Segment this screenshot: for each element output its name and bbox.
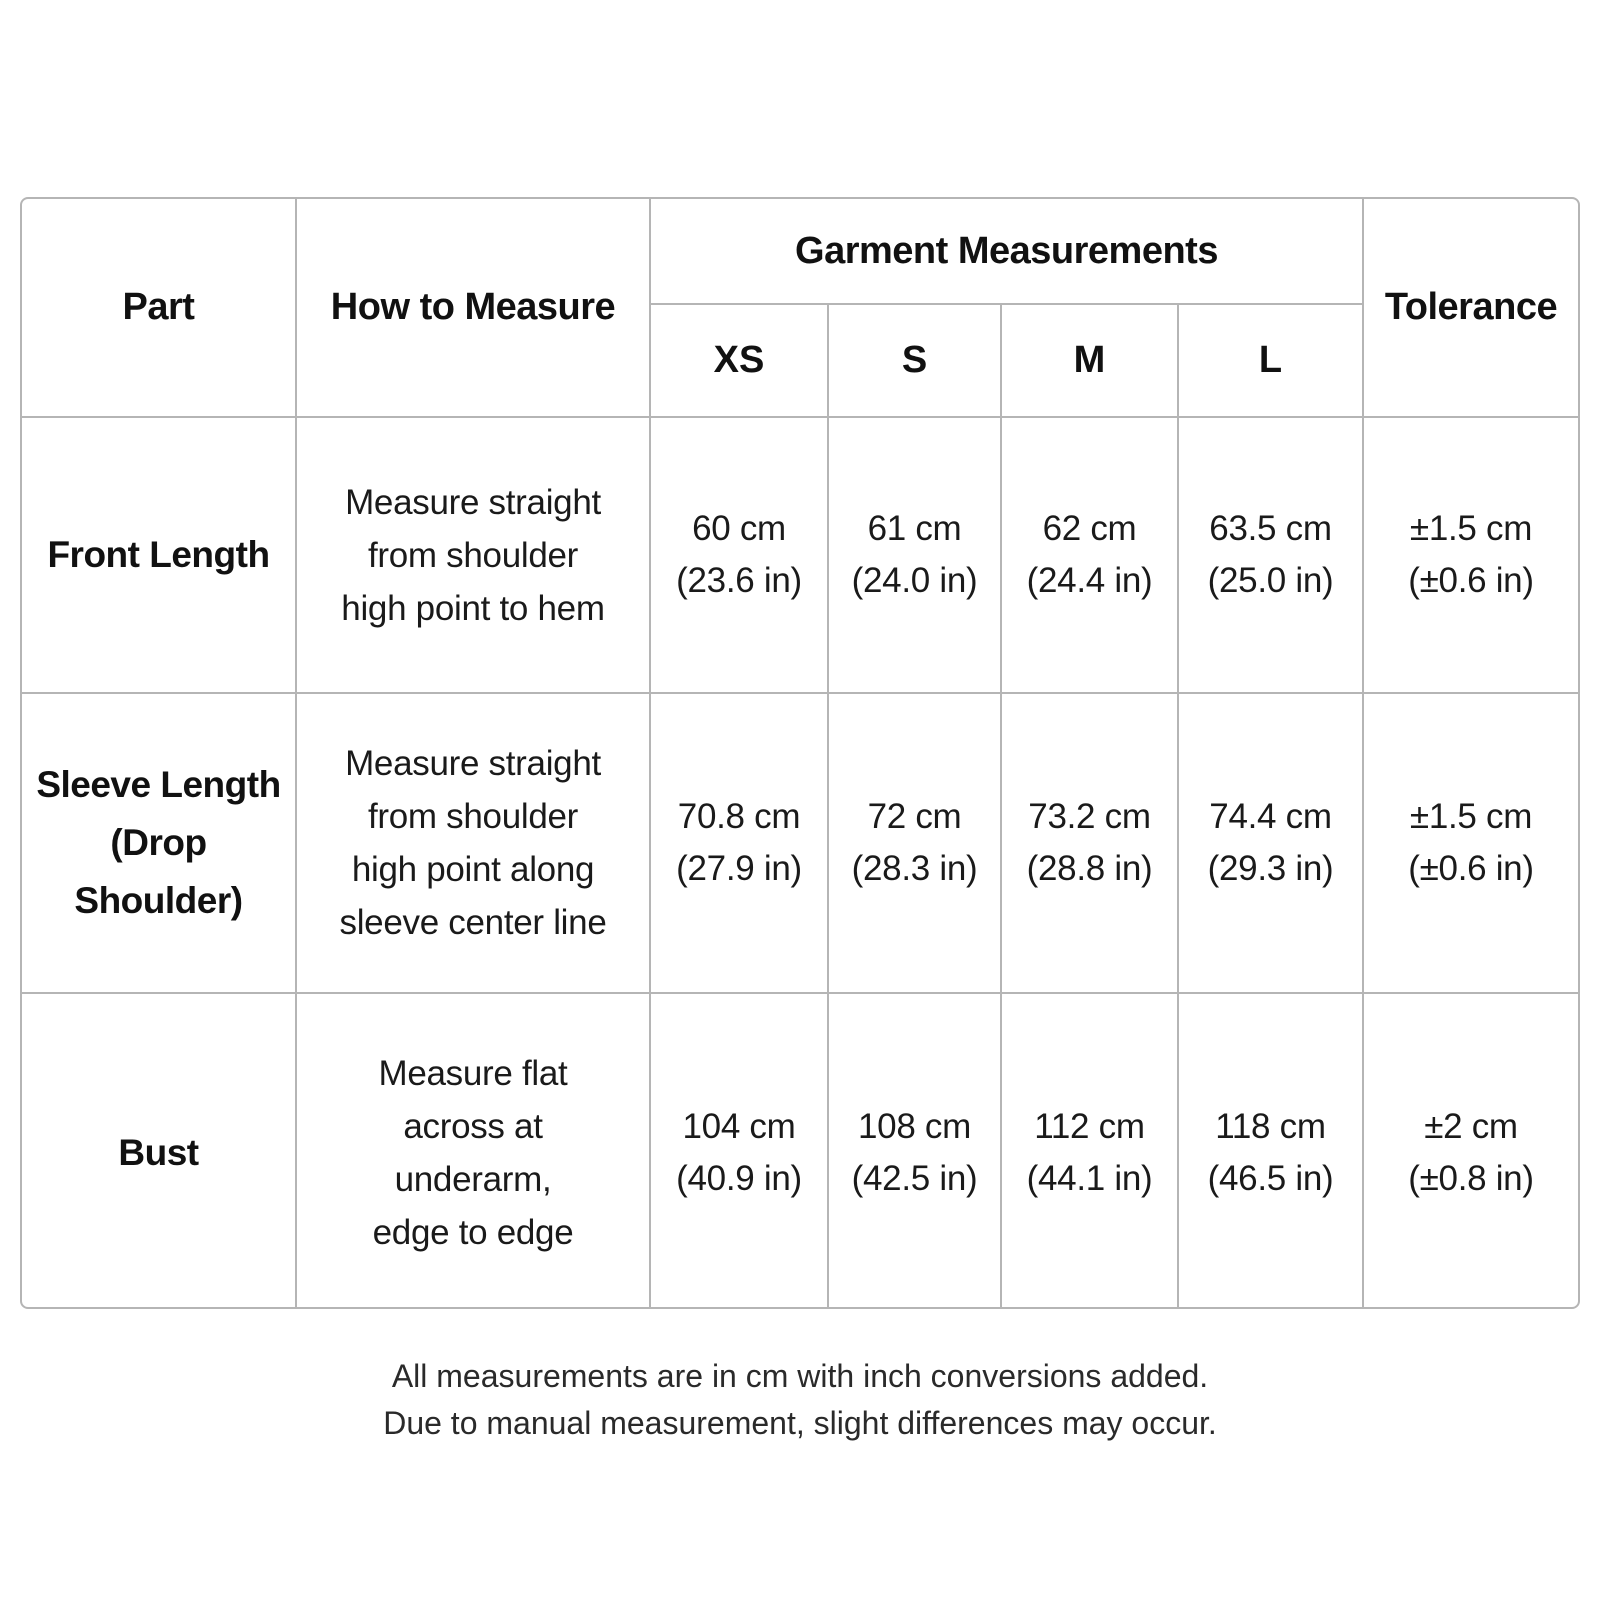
value-in: (28.8 in) xyxy=(1026,849,1153,888)
measurement-cell-l xyxy=(1178,417,1363,693)
value-cm: 73.2 cm xyxy=(1028,797,1151,836)
tolerance-cm: ±1.5 cm xyxy=(1409,509,1533,548)
value-in: (24.4 in) xyxy=(1026,561,1153,600)
size-chart xyxy=(20,197,1580,1309)
footnote-line: Due to manual measurement, slight differences may occur. xyxy=(383,1405,1217,1441)
measurement-cell-xs xyxy=(650,693,828,993)
value-in: (29.3 in) xyxy=(1207,849,1334,888)
measurement-cell-l xyxy=(1178,693,1363,993)
value-cm: 104 cm xyxy=(682,1106,796,1146)
measurement-cell-xs xyxy=(650,993,828,1309)
value-cm: 112 cm xyxy=(1034,1106,1145,1146)
value-in: (28.3 in) xyxy=(851,849,978,888)
footnote-line: All measurements are in cm with inch conversions added. xyxy=(391,1358,1209,1394)
header-size-xs: XS xyxy=(650,304,828,417)
header-how-to-measure: How to Measure xyxy=(296,199,650,417)
how-to-line: high point to hem xyxy=(341,588,605,628)
measurement-cell-s xyxy=(828,417,1001,693)
part-cell xyxy=(22,417,296,693)
header-tolerance: Tolerance xyxy=(1363,199,1578,417)
how-to-cell xyxy=(296,417,650,693)
measurement-cell-m xyxy=(1001,993,1178,1309)
how-to-line: Measure straight xyxy=(345,482,601,522)
size-table xyxy=(22,199,1578,1309)
value-cm: 60 cm xyxy=(692,509,786,548)
value-in: (44.1 in) xyxy=(1026,1158,1153,1198)
measurement-cell-s xyxy=(828,693,1001,993)
measurement-cell-s xyxy=(828,993,1001,1309)
tolerance-in: (±0.6 in) xyxy=(1408,561,1534,600)
value-cm: 63.5 cm xyxy=(1209,509,1332,548)
value-in: (42.5 in) xyxy=(851,1158,978,1198)
how-to-line: Measure straight xyxy=(345,744,601,783)
tolerance-in: (±0.6 in) xyxy=(1408,849,1534,888)
tolerance-in: (±0.8 in) xyxy=(1408,1158,1534,1198)
how-to-cell xyxy=(296,993,650,1309)
value-cm: 74.4 cm xyxy=(1209,797,1332,836)
how-to-line: across at xyxy=(403,1106,543,1146)
value-cm: 62 cm xyxy=(1042,509,1137,548)
part-cell xyxy=(22,693,296,993)
how-to-line: edge to edge xyxy=(372,1212,574,1252)
footnote xyxy=(0,1353,1600,1447)
tolerance-cell xyxy=(1363,993,1578,1309)
how-to-cell xyxy=(296,693,650,993)
value-in: (27.9 in) xyxy=(676,849,802,888)
measurement-cell-xs xyxy=(650,417,828,693)
value-in: (25.0 in) xyxy=(1207,561,1334,600)
header-size-s: S xyxy=(828,304,1001,417)
tolerance-cell xyxy=(1363,693,1578,993)
value-cm: 70.8 cm xyxy=(677,797,801,836)
value-in: (46.5 in) xyxy=(1207,1158,1334,1198)
tolerance-cm: ±1.5 cm xyxy=(1409,797,1533,836)
value-cm: 118 cm xyxy=(1215,1106,1326,1146)
measurement-cell-m xyxy=(1001,417,1178,693)
part-label: Bust xyxy=(118,1131,199,1173)
header-garment-measurements: Garment Measurements xyxy=(650,199,1363,304)
how-to-line: high point along xyxy=(351,850,595,889)
part-label: Front Length xyxy=(47,534,270,575)
value-in: (24.0 in) xyxy=(851,561,978,600)
header-size-m: M xyxy=(1001,304,1178,417)
part-label: Sleeve Length xyxy=(36,764,281,805)
measurement-cell-l xyxy=(1178,993,1363,1309)
how-to-line: underarm, xyxy=(394,1159,552,1199)
value-in: (23.6 in) xyxy=(676,561,802,600)
measurement-cell-m xyxy=(1001,693,1178,993)
how-to-line: from shoulder xyxy=(367,797,579,836)
value-cm: 61 cm xyxy=(867,509,962,548)
header-size-l: L xyxy=(1178,304,1363,417)
part-cell xyxy=(22,993,296,1309)
table-row xyxy=(22,417,1578,693)
tolerance-cell xyxy=(1363,417,1578,693)
how-to-line: Measure flat xyxy=(378,1053,568,1093)
value-in: (40.9 in) xyxy=(676,1158,802,1198)
table-row xyxy=(22,993,1578,1309)
part-label-sub: (Drop Shoulder) xyxy=(74,822,243,921)
header-part: Part xyxy=(22,199,296,417)
how-to-line: from shoulder xyxy=(367,535,579,575)
how-to-line: sleeve center line xyxy=(339,903,607,942)
tolerance-cm: ±2 cm xyxy=(1424,1106,1518,1146)
value-cm: 108 cm xyxy=(858,1106,971,1146)
table-row xyxy=(22,693,1578,993)
value-cm: 72 cm xyxy=(867,797,962,836)
